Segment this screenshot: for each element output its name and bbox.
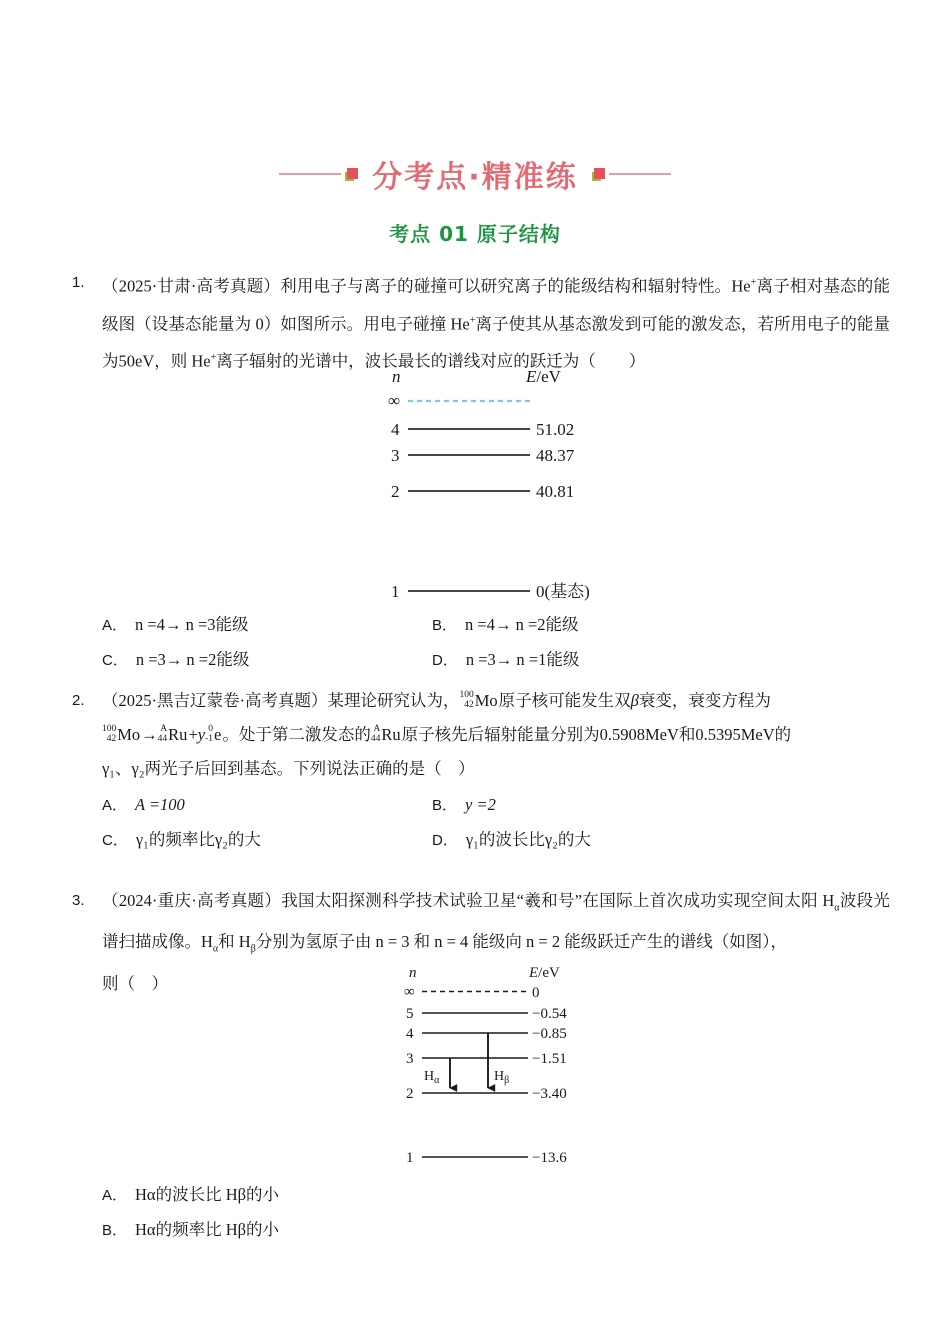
banner-title: 分考点·精准练	[372, 160, 578, 195]
question-1-text-3: 离子使其从基态激发到可能的激发态，若所用电子的能量为50eV，则 He	[102, 314, 890, 371]
equation-nuclide-electron-mass: 0	[208, 724, 213, 735]
question-3-options-row-2	[102, 1213, 902, 1248]
question-1-option-d-label: D．	[432, 652, 458, 669]
banner-rule-right	[609, 173, 671, 175]
nuclide-mo-100	[460, 684, 498, 718]
nuclide-mo-100-symbol: Mo	[474, 691, 498, 710]
diagram1-level-label-3: 3	[391, 446, 400, 465]
diagram2-level-value-5: −0.54	[532, 1006, 567, 1022]
diagram1-header-e: E/eV	[526, 367, 561, 386]
diagram2-level-label-1: 1	[406, 1150, 414, 1166]
nuclide-ru-excited-symbol: Ru	[381, 725, 401, 744]
question-1-text-4: 离子辐射的光谱中，波长最长的谱线对应的跃迁为（ ）	[216, 351, 646, 371]
diagram2-level-value-1: −13.6	[532, 1150, 567, 1166]
question-1-option-a-text: n =4→ n =3能级	[135, 615, 249, 634]
nuclide-ru-excited-atomic: 44	[370, 734, 381, 745]
question-3-text-3: 和 H	[218, 932, 251, 952]
question-3-option-a[interactable]	[102, 1178, 602, 1213]
question-2-option-a-text: A =100	[135, 795, 185, 814]
question-1-sup-1: +	[750, 277, 757, 288]
question-1	[72, 266, 890, 379]
diagram1-level-label-4: 4	[391, 420, 400, 439]
diagram2-level-label-5: 5	[406, 1006, 414, 1022]
question-2-options	[102, 788, 902, 858]
transition-label-h-beta: $H_\beta$	[494, 1069, 510, 1086]
diagram2-level-label-inf: ∞	[404, 984, 415, 1000]
question-2-option-b[interactable]	[432, 788, 762, 823]
equation-plus: +	[188, 725, 198, 744]
diagram2-level-label-4: 4	[406, 1026, 414, 1042]
question-2-text-2: 原子核可能发生双	[498, 691, 631, 710]
question-1-option-c[interactable]	[102, 643, 432, 678]
diagram1-level-value-4: 51.02	[536, 420, 575, 439]
equation-nuclide-mo	[102, 718, 140, 752]
equation-nuclide-mo-symbol: Mo	[117, 725, 141, 744]
question-3-source: （2024·重庆·高考真题）	[102, 891, 282, 910]
question-3-text-1: 我国太阳探测科学技术试验卫星“羲和号”在国际上首次成功实现空间太阳 H	[281, 891, 835, 910]
question-1-option-a-label: A．	[102, 617, 128, 634]
question-3-option-b-text: Hα的频率比 Hβ的小	[135, 1220, 280, 1239]
energy-diagram-he-ion-svg	[378, 366, 608, 606]
question-2-text-1: 某理论研究认为，	[327, 691, 460, 710]
question-1-option-b-label: B．	[432, 617, 458, 634]
question-1-option-c-text: n =3→ n =2能级	[135, 650, 250, 669]
diagram1-header-n: n	[392, 367, 401, 386]
equation-nuclide-ru-symbol: Ru	[168, 725, 188, 744]
equation-nuclide-ru-atomic: 44	[157, 734, 168, 745]
equation-nuclide-electron	[205, 718, 221, 752]
question-2-option-a-label: A．	[102, 797, 128, 814]
question-2-number: 2.	[72, 692, 85, 709]
question-2-body	[102, 684, 890, 786]
question-3-sub-alpha-2: α	[212, 943, 219, 955]
nuclide-ru-excited-mass: A	[373, 724, 381, 735]
question-1-source: （2025·甘肃·高考真题）	[102, 276, 281, 296]
section-title: 考点 01 原子结构	[389, 222, 561, 246]
question-2-text-3: 衰变，衰变方程为	[638, 691, 771, 710]
question-2-text-4: 。处于第二激发态的	[222, 725, 371, 744]
question-2-option-c[interactable]	[102, 823, 432, 858]
question-3-option-b-label: B．	[102, 1222, 128, 1239]
question-1-text-1: 利用电子与离子的碰撞可以研究离子的能级结构和辐射特性。He	[280, 276, 751, 296]
question-1-options	[102, 608, 902, 678]
nuclide-ru-excited	[371, 718, 401, 752]
question-2-text-6: γ₁、γ₂两光子后回到基态。下列说法正确的是（ ）	[102, 759, 475, 778]
question-1-option-c-label: C．	[102, 652, 128, 669]
diagram2-level-value-inf: 0	[532, 985, 540, 1001]
question-2-source: （2025·黑吉辽蒙卷·高考真题）	[102, 691, 328, 710]
question-2-option-d-text: γ₁的波长比γ₂的大	[465, 830, 591, 849]
question-2-options-row-1	[102, 788, 902, 823]
question-2-options-row-2	[102, 823, 902, 858]
equation-nuclide-ru-mass: A	[160, 724, 168, 735]
diagram2-level-value-4: −0.85	[532, 1026, 567, 1042]
question-3-sub-alpha-1: α	[834, 902, 840, 914]
diagram1-level-value-1: 0(基态)	[536, 582, 590, 601]
energy-diagram-hydrogen	[398, 962, 608, 1174]
question-1-options-row-2	[102, 643, 902, 678]
question-3-option-a-text: Hα的波长比 Hβ的小	[135, 1185, 280, 1204]
diagram2-level-label-3: 3	[406, 1051, 414, 1067]
diagram2-level-value-2: −3.40	[532, 1086, 567, 1102]
question-2-option-c-label: C．	[102, 832, 128, 849]
question-2-option-b-label: B．	[432, 797, 458, 814]
question-1-option-b-text: n =4→ n =2能级	[465, 615, 579, 634]
diagram1-level-label-inf: ∞	[388, 391, 401, 410]
diagram1-level-label-1: 1	[391, 582, 400, 601]
equation-nuclide-ru	[158, 718, 188, 752]
question-1-option-b[interactable]	[432, 608, 762, 643]
question-3-text-2: 波段光谱扫描成像。H	[102, 891, 890, 952]
question-3-number: 3.	[72, 892, 85, 909]
diagram2-header-n: n	[409, 965, 417, 981]
question-1-number: 1.	[72, 274, 85, 291]
question-2-line-3	[102, 752, 890, 786]
energy-diagram-he-ion	[378, 366, 608, 606]
energy-diagram-hydrogen-svg	[398, 962, 608, 1174]
equation-y-coefficient: y	[197, 725, 206, 744]
question-1-options-row-1	[102, 608, 902, 643]
banner-rule-left	[279, 173, 341, 175]
nuclide-mo-100-mass: 100	[459, 690, 474, 701]
question-2	[72, 684, 890, 786]
diagram2-header-e: E/eV	[529, 965, 560, 981]
question-3-text-4: 分别为氢原子由 n = 3 和 n = 4 能级向 n = 2 能级跃迁产生的谱线（如图），	[255, 932, 787, 952]
page-banner	[0, 152, 950, 196]
question-1-option-a[interactable]	[102, 608, 432, 643]
question-3-options-row-1	[102, 1178, 902, 1213]
question-3-options	[102, 1178, 902, 1248]
question-3-sub-beta: β	[250, 943, 256, 955]
banner-square-left	[345, 168, 358, 181]
question-3-option-a-label: A．	[102, 1187, 128, 1204]
question-2-option-a[interactable]	[102, 788, 432, 823]
question-1-sup-3: +	[210, 352, 217, 363]
diagram1-level-value-2: 40.81	[536, 482, 575, 501]
equation-nuclide-mo-atomic: 42	[106, 734, 117, 745]
question-1-sup-2: +	[469, 314, 476, 326]
diagram1-level-label-2: 2	[391, 482, 400, 501]
equation-arrow: →	[141, 725, 158, 744]
question-2-line-2	[102, 718, 890, 752]
question-1-option-d-text: n =3→ n =1能级	[465, 650, 580, 669]
question-2-option-d[interactable]	[432, 823, 762, 858]
question-2-beta-symbol: β	[630, 691, 639, 710]
nuclide-mo-100-atomic: 42	[464, 700, 474, 711]
question-2-option-c-text: γ₁的频率比γ₂的大	[135, 830, 261, 849]
question-2-line-1	[102, 684, 890, 718]
diagram1-level-value-3: 48.37	[536, 446, 575, 465]
diagram2-level-label-2: 2	[406, 1086, 414, 1102]
diagram2-level-value-3: −1.51	[532, 1051, 567, 1067]
equation-nuclide-electron-atomic: -1	[205, 734, 213, 745]
transition-label-h-alpha: $H_\alpha$	[424, 1069, 440, 1086]
question-2-option-b-text: y =2	[465, 795, 496, 814]
question-3-text-5: 则（ ）	[102, 973, 168, 993]
question-1-body	[102, 266, 890, 379]
question-1-text-2: 离子相对基态的能级图（设基态能量为 0）如图所示。用电子碰撞 He	[102, 276, 890, 333]
question-3-option-b[interactable]	[102, 1213, 602, 1248]
equation-nuclide-electron-symbol: e	[214, 725, 222, 744]
question-2-text-5: 原子核先后辐射能量分别为0.5908MeV和0.5395MeV的	[401, 725, 792, 744]
question-2-option-d-label: D．	[432, 832, 458, 849]
banner-square-right	[592, 168, 605, 181]
equation-nuclide-mo-mass: 100	[102, 724, 117, 735]
question-1-option-d[interactable]	[432, 643, 762, 678]
